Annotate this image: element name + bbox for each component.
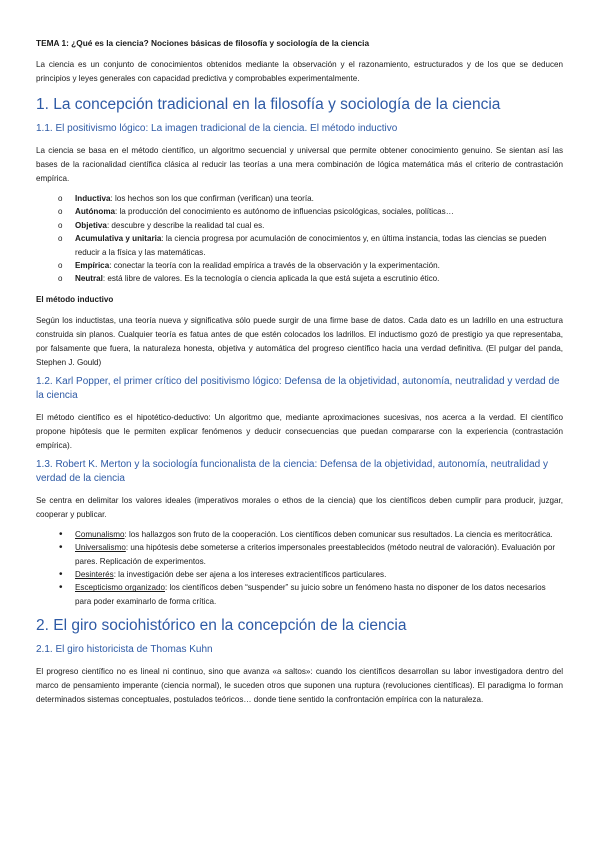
list-item-text: : descubre y describe la realidad tal cual es. bbox=[106, 220, 265, 230]
list-item bbox=[58, 272, 563, 285]
section-1-3-heading: 1.3. Robert K. Merton y la sociología funcionalista de la ciencia: Defensa de la objetividad, autonomía, neutralidad y verdad de la ciencia bbox=[36, 458, 548, 484]
list-item bbox=[58, 259, 563, 272]
list-item bbox=[58, 581, 563, 608]
list-item-text: : los científicos deben “suspender” su juicio sobre un fenómeno hasta no disponer de los datos necesarios para poder examinarlo de forma crítica. bbox=[75, 583, 546, 606]
list-item-term: Desinterés bbox=[75, 570, 114, 580]
list-item bbox=[58, 568, 563, 581]
list-item-term: Empírica bbox=[75, 261, 110, 271]
section-1-heading: 1. La concepción tradicional en la filosofía y sociología de la ciencia bbox=[36, 96, 501, 113]
list-item-text: : los hechos son los que confirman (verifican) una teoría. bbox=[110, 194, 314, 203]
list-item-term: Universalismo bbox=[75, 543, 126, 553]
list-item bbox=[58, 205, 563, 218]
list-item-text: : la producción del conocimiento es autónomo de influencias psicológicas, sociales, políticas… bbox=[115, 207, 454, 217]
section-2-1-heading: 2.1. El giro historicista de Thomas Kuhn bbox=[36, 644, 213, 656]
list-item bbox=[58, 232, 563, 259]
merton-values-list bbox=[36, 528, 563, 608]
section-1-2-heading: 1.2. Karl Popper, el primer crítico del positivismo lógico: Defensa de la objetividad, autonomía, neutralidad y verdad de la ciencia bbox=[36, 375, 560, 401]
document-title: TEMA 1: ¿Qué es la ciencia? Nociones básicas de filosofía y sociología de la ciencia bbox=[36, 38, 370, 48]
list-item-term: Autónoma bbox=[75, 207, 116, 217]
section-2-heading: 2. El giro sociohistórico en la concepción de la ciencia bbox=[36, 617, 407, 635]
inductive-method-paragraph: Según los inductistas, una teoría nueva y significativa sólo puede surgir de una firme base de datos. Cada dato es un ladrillo en una estructura construida sin planos. Cualquier teoría es fatua antes de que estén colocados los ladrillos. El inductismo gozó de prestigio ya que representaba, por falsamente que fuera, la naturaleza honesta, objetiva y automática del progreso científico hacia una verdad definitiva. (El pulgar del panda, Stephen J. Gould) bbox=[36, 315, 563, 367]
intro-paragraph: La ciencia es un conjunto de conocimientos obtenidos mediante la observación y el razonamiento, estructurados y de los que se deducen principios y leyes generales con capacidad predictiva y comprobables experimentalmente. bbox=[36, 60, 563, 83]
list-item-text: : está libre de valores. Es la tecnología o ciencia aplicada la que está sujeta a escrutinio ético. bbox=[102, 274, 440, 284]
section-1-3-paragraph: Se centra en delimitar los valores ideales (imperativos morales o ethos de la ciencia) que los científicos deben cumplir para producir, juzgar, cooperar y publicar. bbox=[36, 495, 563, 519]
list-item bbox=[58, 541, 563, 568]
list-item-term: Escepticismo organizado bbox=[75, 583, 165, 593]
list-item bbox=[58, 192, 563, 205]
list-item-text: : conectar la teoría con la realidad empírica a través de la observación y la experimentación. bbox=[109, 261, 440, 271]
list-item-term: Neutral bbox=[75, 274, 103, 284]
section-1-2-paragraph: El método científico es el hipotético-deductivo: Un algoritmo que, mediante aproximaciones sucesivas, nos acerca a la verdad. El científico propone hipótesis que le permiten explicar fenómenos y deducir consecuencias que puedan compararse con la experiencia (contrastación empírica). bbox=[36, 412, 563, 450]
list-item-term: Inductiva bbox=[75, 194, 111, 203]
list-item bbox=[58, 528, 563, 541]
list-item bbox=[58, 219, 563, 232]
inductive-method-heading: El método inductivo bbox=[36, 294, 114, 304]
list-item-term: Acumulativa y unitaria bbox=[75, 234, 162, 244]
section-1-1-paragraph: La ciencia se basa en el método científico, un algoritmo secuencial y universal que permite obtener conocimiento genuino. Se sientan así las bases de la racionalidad científica clásica al reducir las teorías a una mera combinación de lógica matemática más el criterio de contrastación empírica. bbox=[36, 146, 563, 183]
list-item-text: : una hipótesis debe someterse a criterios impersonales preestablecidos (método neutral de valoración). Evaluación por pares. Replicación de experimentos. bbox=[75, 543, 556, 566]
list-item-text: : la investigación debe ser ajena a los intereses extracientíficos particulares. bbox=[113, 570, 387, 580]
positivism-traits-list bbox=[36, 192, 563, 286]
list-item-text: : la ciencia progresa por acumulación de conocimientos y, en última instancia, todas las ciencias se pueden reducir a la física y las matemáticas. bbox=[75, 234, 547, 257]
list-item-text: : los hallazgos son fruto de la cooperación. Los científicos deben comunicar sus resultados. La ciencia es meritocrática. bbox=[124, 529, 553, 539]
section-2-1-paragraph: El progreso científico no es lineal ni continuo, sino que avanza «a saltos»: cuando los científicos desarrollan su labor investigadora dentro del marco de pensamiento imperante (ciencia normal), le suceden otros que suponen una ruptura (revoluciones científicas). El paradigma lo forman determinados sistemas conceptuales, postulados teóricos… donde tiene sentido la confrontación empírica con la naturaleza. bbox=[36, 667, 563, 705]
list-item-term: Objetiva bbox=[75, 220, 107, 230]
list-item-term: Comunalismo bbox=[75, 529, 125, 539]
section-1-1-heading: 1.1. El positivismo lógico: La imagen tradicional de la ciencia. El método inductivo bbox=[36, 123, 398, 134]
